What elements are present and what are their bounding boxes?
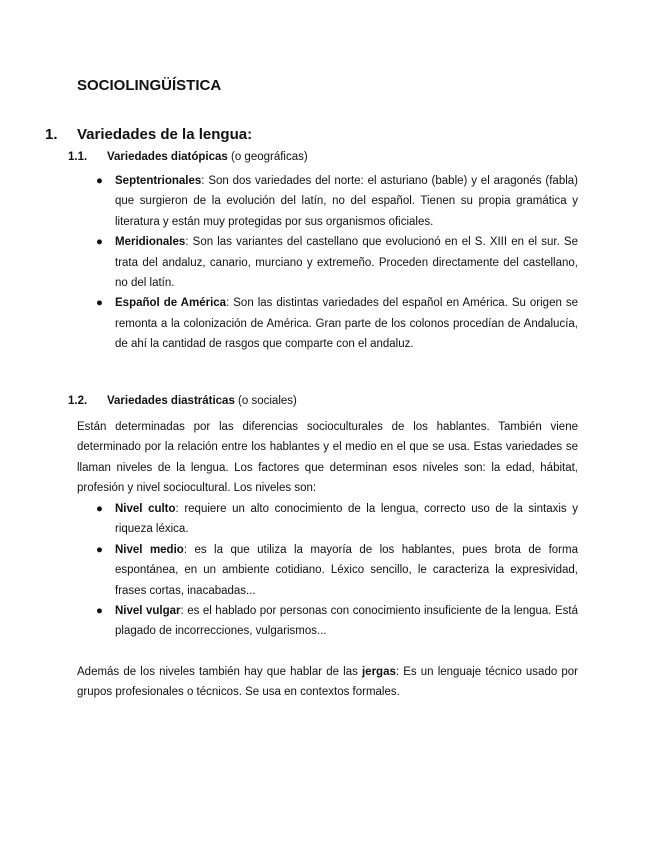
diatopic-varieties-list bbox=[96, 171, 578, 355]
item-text: : Son las distintas variedades del español en América. Su origen se remonta a la colonización de América. Gran parte de los colonos procedían de Andalucía, de ahí la cantidad de rasgos que comparte con el andaluz. bbox=[115, 297, 578, 351]
jergas-post: : Es un lenguaje técnico usado por grupos profesionales o técnicos. Se usa en contextos formales. bbox=[77, 666, 578, 699]
item-term: Español de América bbox=[115, 297, 227, 310]
jergas-pre: Además de los niveles también hay que hablar de las bbox=[77, 666, 362, 678]
bullet-icon: ● bbox=[96, 236, 103, 249]
subsection-1-1-number: 1.1. bbox=[68, 151, 88, 163]
item-term: Meridionales bbox=[115, 236, 186, 249]
list-item bbox=[96, 171, 578, 232]
item-text: : es el hablado por personas con conocimiento insuficiente de la lengua. Está plagado de incorrecciones, vulgarismos... bbox=[115, 605, 578, 638]
list-item bbox=[96, 232, 578, 293]
bullet-icon: ● bbox=[96, 503, 103, 515]
item-text: : Son dos variedades del norte: el asturiano (bable) y el aragonés (fabla) que surgieron de la evolución del latín, no del español. Tienen su propia gramática y literatura y están muy protegidas por sus organismos oficiales. bbox=[115, 175, 578, 228]
document-title: SOCIOLINGÜÍSTICA bbox=[77, 77, 222, 94]
jergas-paragraph bbox=[77, 662, 578, 703]
section-1-number: 1. bbox=[45, 126, 58, 143]
subsection-1-1-title-rest: (o geográficas) bbox=[227, 151, 308, 163]
item-text: : Son las variantes del castellano que evolucionó en el S. XIII en el sur. Se trata del andaluz, canario, murciano y extremeño. Proceden directamente del castellano, no del latín. bbox=[115, 236, 578, 290]
jergas-term: jergas bbox=[361, 666, 396, 678]
bullet-icon: ● bbox=[96, 543, 103, 556]
subsection-1-2-title-rest: (o sociales) bbox=[234, 395, 297, 407]
list-item bbox=[96, 601, 578, 642]
subsection-1-2-title-bold: Variedades diastráticas bbox=[107, 395, 235, 407]
item-text: : requiere un alto conocimiento de la lengua, correcto uso de la sintaxis y riqueza léxica. bbox=[115, 503, 578, 536]
item-term: Nivel medio bbox=[115, 543, 184, 556]
list-item bbox=[96, 499, 578, 540]
subsection-1-2-number: 1.2. bbox=[68, 395, 88, 407]
item-term: Septentrionales bbox=[115, 175, 202, 187]
subsection-1-1-title-bold: Variedades diatópicas bbox=[107, 151, 228, 163]
diastratic-levels-list bbox=[96, 499, 578, 642]
section-1-title: Variedades de la lengua: bbox=[77, 126, 253, 143]
item-term: Nivel culto bbox=[115, 503, 176, 515]
bullet-icon: ● bbox=[96, 175, 103, 187]
subsection-1-1-title bbox=[107, 151, 308, 163]
list-item bbox=[96, 293, 578, 354]
item-term: Nivel vulgar bbox=[115, 605, 181, 618]
diastratic-intro-paragraph: Están determinadas por las diferencias socioculturales de los hablantes. También viene determinado por la relación entre los hablantes y el medio en el que se usa. Estas variedades se llaman niveles de la lengua. Los factores que determinan esos niveles son: la edad, hábitat, profesión y nivel sociocultural. Los niveles son: bbox=[77, 421, 578, 495]
subsection-1-2-title bbox=[107, 395, 297, 407]
item-text: : es la que utiliza la mayoría de los hablantes, pues brota de forma espontánea, en un ambiente cotidiano. Léxico sencillo, le caracteriza la expresividad, frases cortas, inacabadas... bbox=[115, 543, 578, 597]
bullet-icon: ● bbox=[96, 605, 103, 618]
list-item bbox=[96, 540, 578, 601]
bullet-icon: ● bbox=[96, 297, 103, 310]
